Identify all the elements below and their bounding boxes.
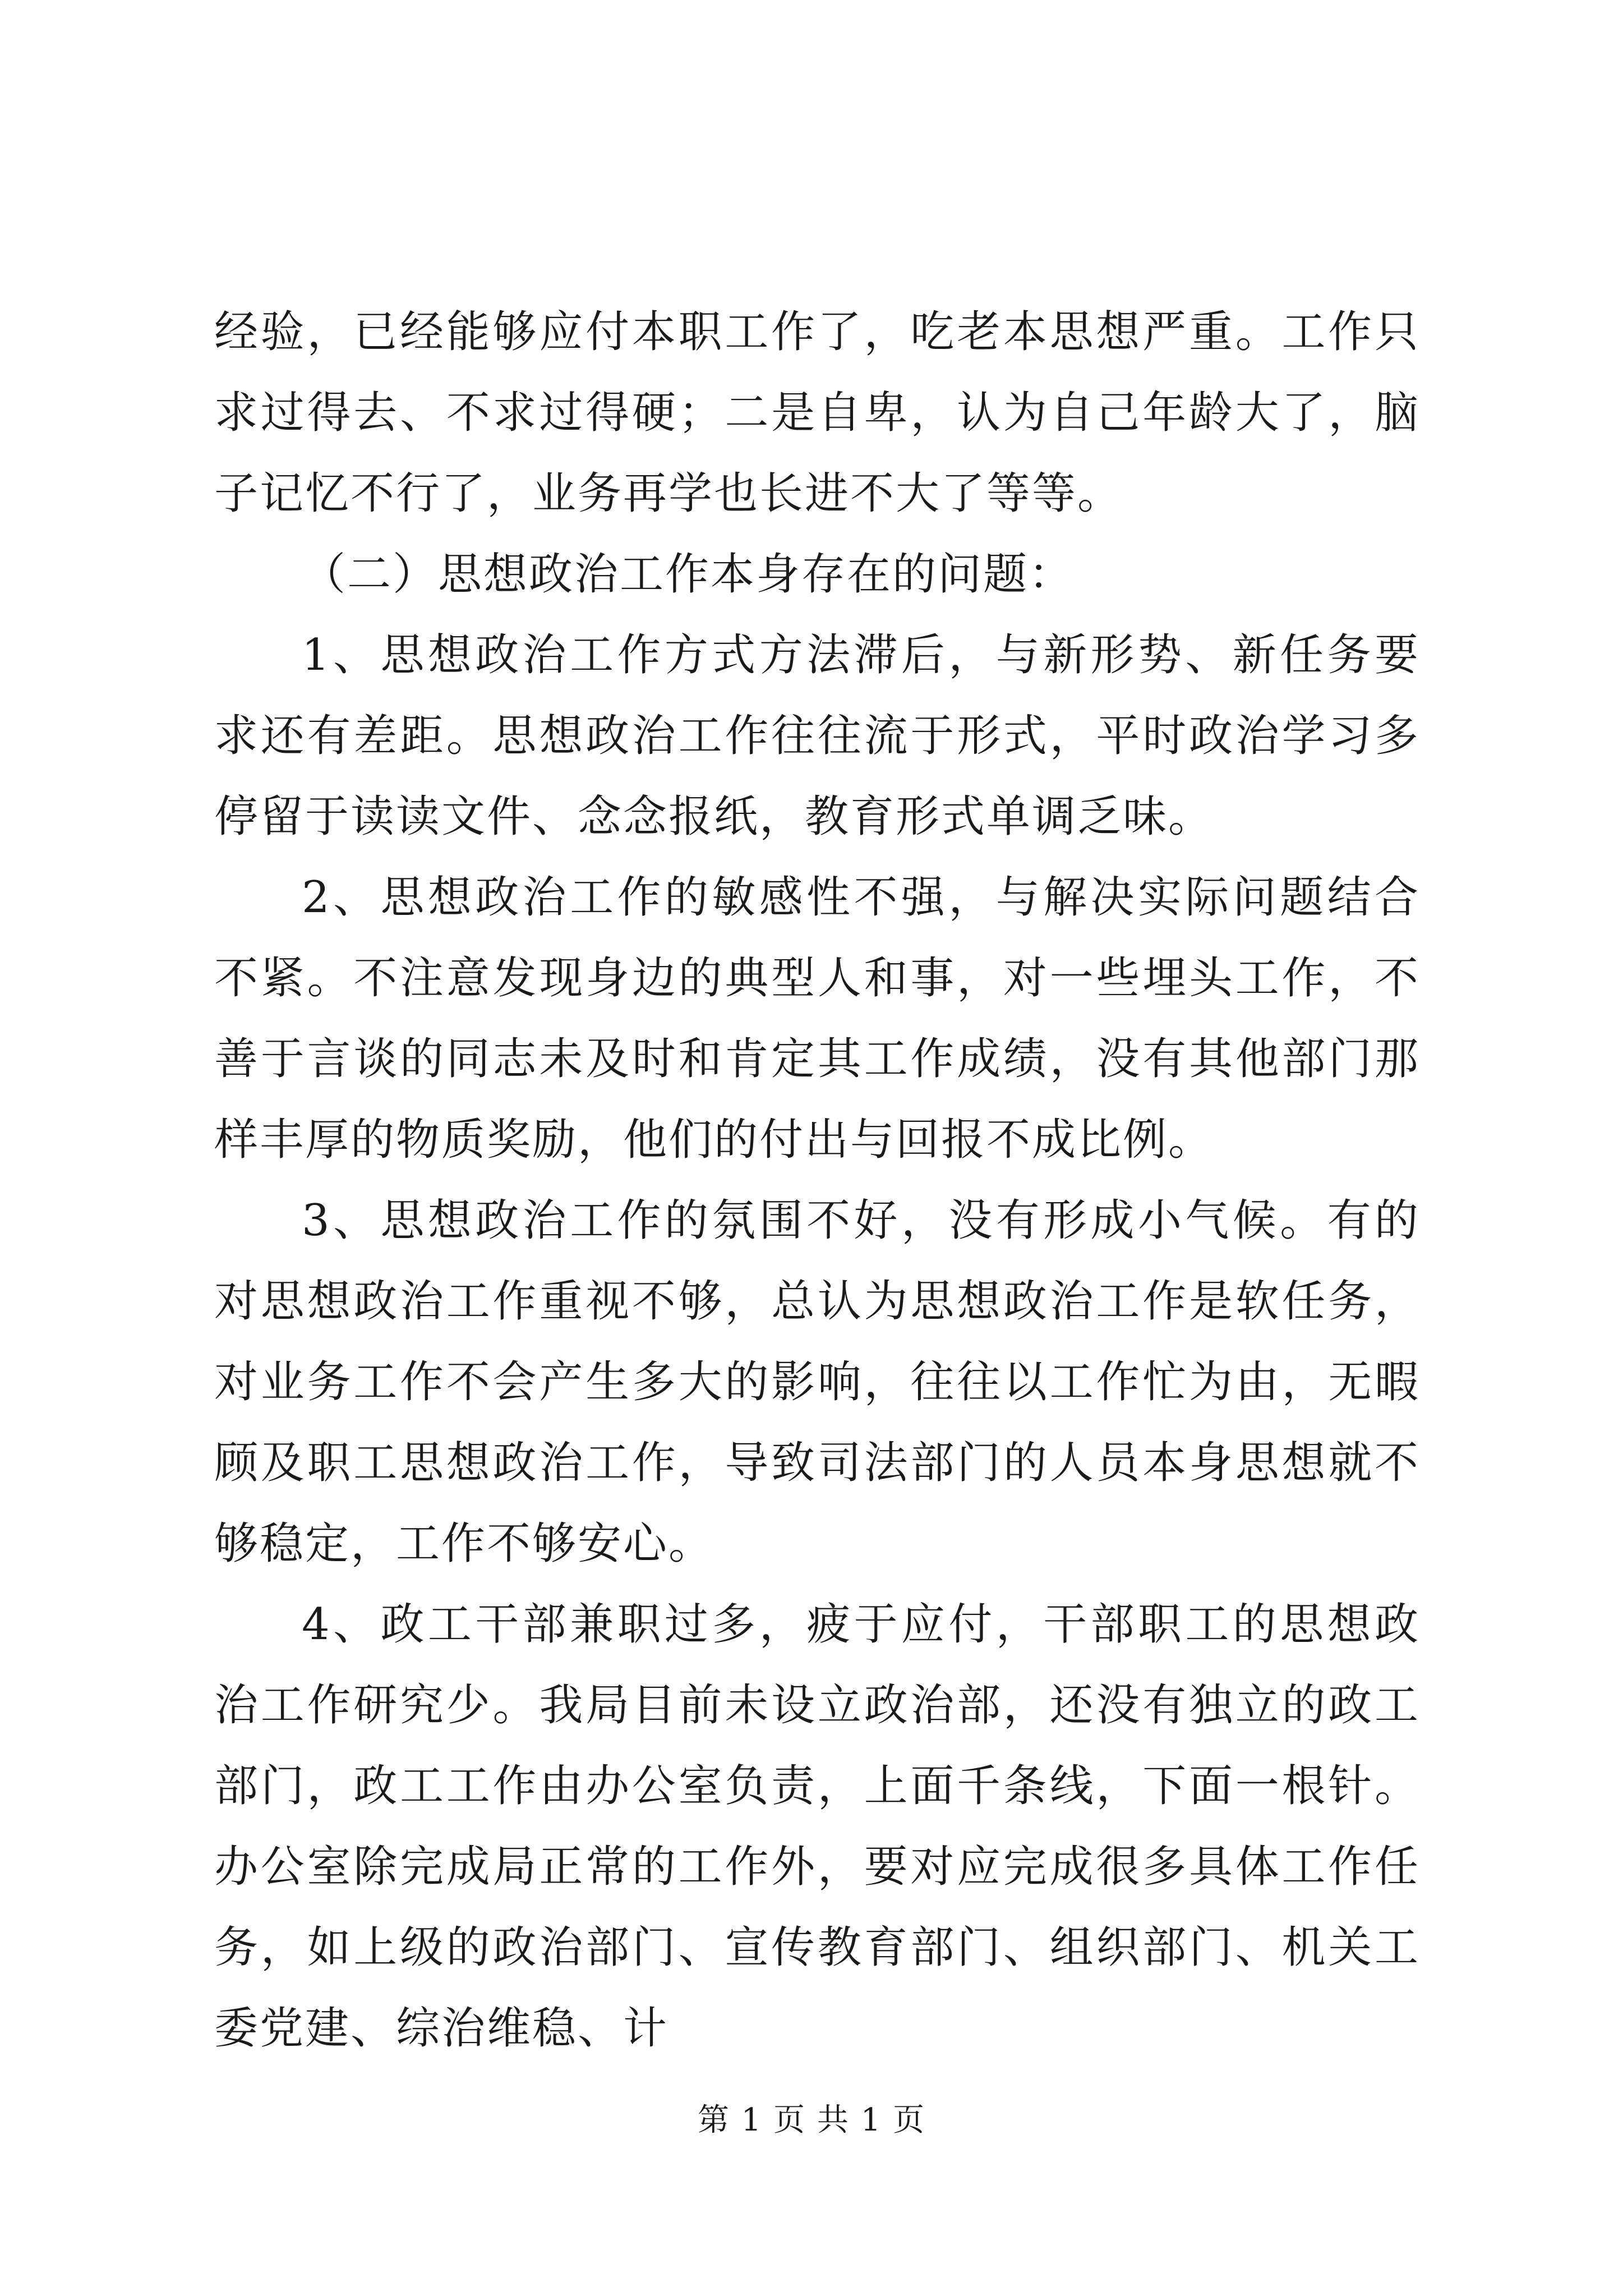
document-body	[214, 292, 1420, 2069]
paragraph-item-2: 2、思想政治工作的敏感性不强，与解决实际问题结合不紧。不注意发现身边的典型人和事，对一些埋头工作，不善于言谈的同志未及时和肯定其工作成绩，没有其他部门那样丰厚的物质奖励，他们的付出与回报不成比例。	[214, 872, 1420, 1165]
page-number-label: 第 1 页 共 1 页	[697, 2102, 926, 2138]
paragraph-item-3: 3、思想政治工作的氛围不好，没有形成小气候。有的对思想政治工作重视不够，总认为思想政治工作是软任务，对业务工作不会产生多大的影响，往往以工作忙为由，无暇顾及职工思想政治工作，导致司法部门的人员本身思想就不够稳定，工作不够安心。	[214, 1195, 1420, 1569]
section-heading: （二）思想政治工作本身存在的问题：	[302, 549, 1075, 600]
paragraph-item-1: 1、思想政治工作方式方法滞后，与新形势、新任务要求还有差距。思想政治工作往往流于形式，平时政治学习多停留于读读文件、念念报纸，教育形式单调乏味。	[214, 630, 1420, 842]
paragraph-continuation: 经验，已经能够应付本职工作了，吃老本思想严重。工作只求过得去、不求过得硬；二是自卑，认为自己年龄大了，脑子记忆不行了，业务再学也长进不大了等等。	[214, 307, 1420, 519]
page-footer	[0, 2095, 1623, 2140]
paragraph-item-4: 4、政工干部兼职过多，疲于应付，干部职工的思想政治工作研究少。我局目前未设立政治部，还没有独立的政工部门，政工工作由办公室负责，上面千条线，下面一根针。办公室除完成局正常的工作外，要对应完成很多具体工作任务，如上级的政治部门、宣传教育部门、组织部门、机关工委党建、综治维稳、计	[214, 1599, 1420, 2054]
